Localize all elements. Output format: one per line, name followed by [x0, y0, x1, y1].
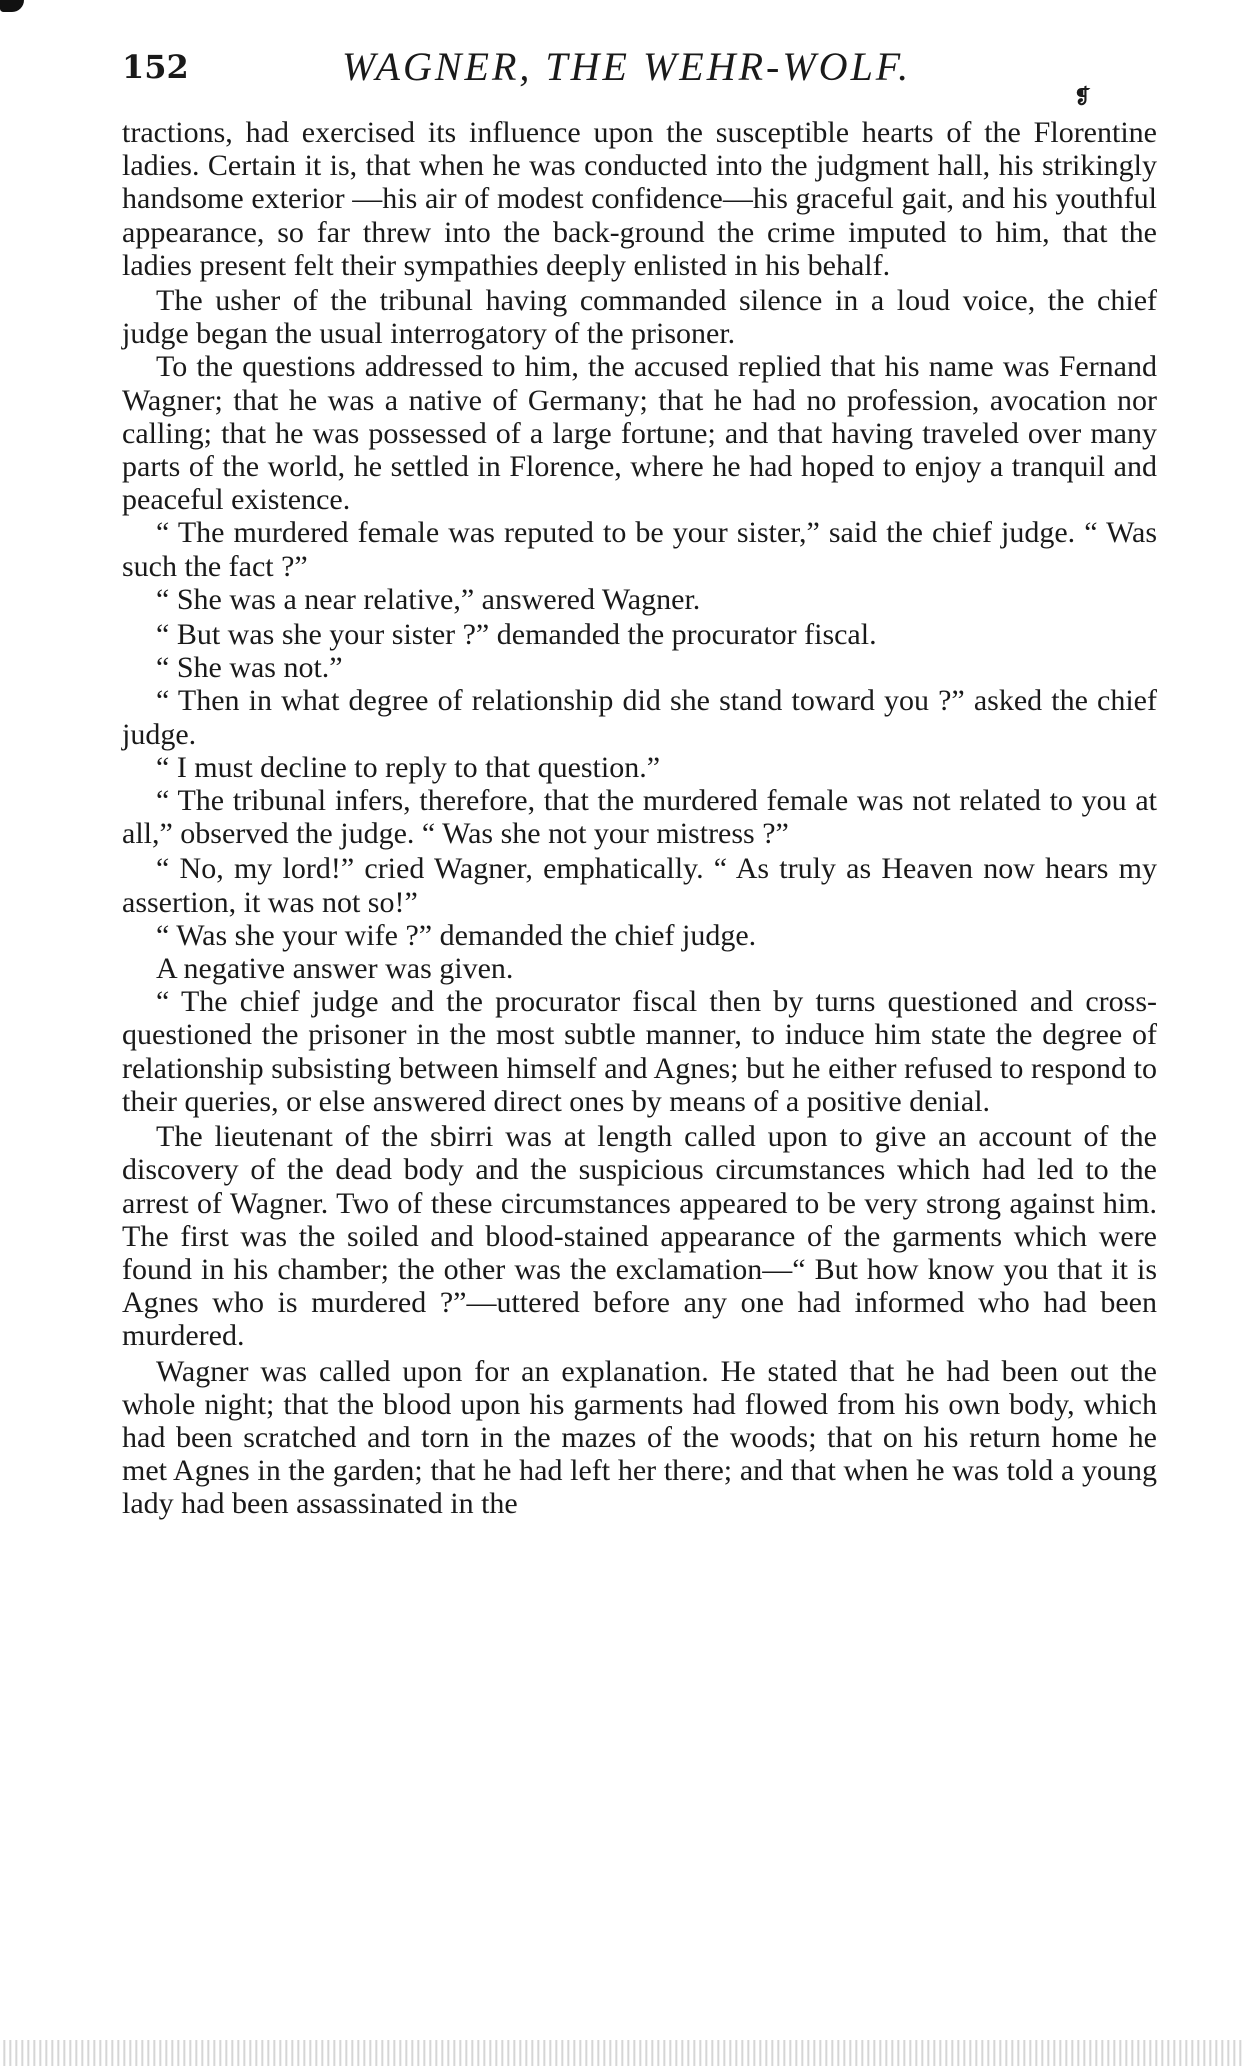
paragraph: “ The murdered female was reputed to be your sister,” said the chief judge. “ Was such the fact ?” [122, 516, 1157, 583]
paragraph: “ I must decline to reply to that question.” [156, 750, 661, 784]
paragraph: “ Was she your wife ?” demanded the chief judge. [156, 918, 757, 952]
paragraph: A negative answer was given. [156, 952, 514, 986]
paragraph: “ The tribunal infers, therefore, that the murdered female was not related to you at all,” observed the judge. “ Was she not your mistress ?” [122, 784, 1157, 851]
paragraph: To the questions addressed to him, the accused replied that his name was Fernand Wagner; that he was a native of Germany; that he had no profession, avocation nor calling; that he was possessed of a large fortune; and that having traveled over many parts of the world, he settled in Florence, where he had hoped to enjoy a tranquil and peaceful existence. [122, 350, 1157, 517]
body-text [122, 116, 1157, 1521]
page-header [122, 42, 1162, 92]
running-title: WAGNER, THE WEHR-WOLF. [342, 44, 912, 89]
paragraph: “ She was a near relative,” answered Wagner. [156, 582, 701, 616]
paragraph: “ But was she your sister ?” demanded the procurator fiscal. [156, 618, 877, 652]
paragraph: The usher of the tribunal having commanded silence in a loud voice, the chief judge began the usual interrogatory of the prisoner. [122, 284, 1157, 351]
page-number: 152 [122, 48, 189, 86]
paragraph: “ No, my lord!” cried Wagner, emphatically. “ As truly as Heaven now hears my assertion, it was not so!” [122, 852, 1157, 919]
paragraph: Wagner was called upon for an explanation. He stated that he had been out the whole night; that the blood upon his garments had flowed from his own body, which had been scratched and torn in the mazes of the woods; that on his return home he met Agnes in the garden; that he had left her there; and that when he was told a young lady had been assassinated in the [122, 1354, 1157, 1521]
paragraph: The lieutenant of the sbirri was at length called upon to give an account of the discovery of the dead body and the suspicious circumstances which had led to the arrest of Wagner. Two of these circumstances appeared to be very strong against him. The first was the soiled and blood-stained appearance of the garments which were found in his chamber; the other was the exclamation—“ But how know you that it is Agnes who is murdered ?”—uttered before any one had informed who had been murdered. [122, 1120, 1157, 1353]
paragraph: “ Then in what degree of relationship did she stand toward you ?” asked the chief judge. [122, 684, 1157, 751]
paragraph: “ She was not.” [156, 651, 343, 685]
paragraph: tractions, had exercised its influence upon the susceptible hearts of the Florentine ladies. Certain it is, that when he was conducted into the judgment hall, his strikingly handsome exterior —his air of modest confidence—his graceful gait, and his youthful appearance, so far threw into the back-ground the crime imputed to him, that the ladies present felt their sympathies deeply enlisted in his behalf. [122, 116, 1157, 282]
printer-mark: ❡ [1074, 84, 1091, 108]
paragraph: “ The chief judge and the procurator fiscal then by turns questioned and cross-questioned the prisoner in the most subtle manner, to induce him state the degree of relationship subsisting between himself and Agnes; but he either refused to respond to their queries, or else answered direct ones by means of a positive denial. [122, 985, 1157, 1118]
ink-blot [0, 0, 24, 12]
page-edge-texture [0, 2040, 1243, 2066]
